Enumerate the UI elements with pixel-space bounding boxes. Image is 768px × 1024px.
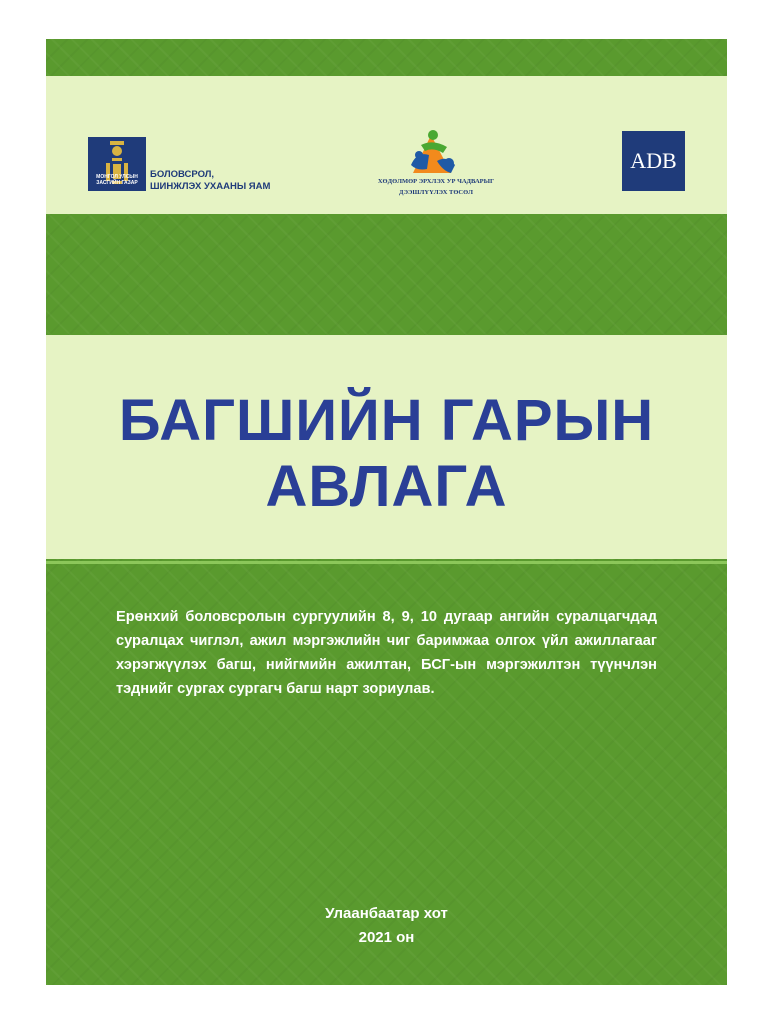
ministry-line-2: ШИНЖЛЭХ УХААНЫ ЯАМ	[150, 181, 271, 192]
description-text: Ерөнхий боловсролын сургуулийн 8, 9, 10 дугаар ангийн суралцагчдад суралцах чиглэл, ажил мэргэжлийн чиг баримжаа олгох үйл ажиллагааг хэрэгжүүлэх багш, нийгмийн ажилтан, БСГ-ын мэргэжилтэн түүнчлэн тэднийг сургах сургагч багш нарт зориулав.	[116, 609, 657, 697]
title-divider	[46, 553, 727, 559]
title-line-2: АВЛАГА	[265, 454, 508, 519]
project-logo-icon	[407, 125, 461, 177]
title-divider-accent	[46, 561, 727, 564]
logo-band	[46, 76, 727, 214]
ministry-name	[150, 169, 270, 193]
project-caption	[346, 176, 526, 198]
adb-logo: ADB	[622, 131, 685, 191]
project-line-2: ДЭЭШЛҮҮЛЭХ ТӨСӨЛ	[398, 189, 474, 196]
publication-year: 2021 он	[358, 929, 415, 946]
book-cover	[46, 39, 727, 985]
title-band	[46, 335, 727, 553]
project-line-1: ХӨДӨЛМӨР ЭРХЛЭХ УР ЧАДВАРЫГ	[377, 178, 495, 185]
ministry-line-1: БОЛОВСРОЛ,	[150, 169, 215, 180]
title-line-1: БАГШИЙН ГАРЫН	[118, 388, 655, 453]
government-caption: МОНГОЛ УЛСЫН ЗАСГИЙН ГАЗАР	[96, 174, 138, 186]
publication-city: Улаанбаатар хот	[325, 905, 448, 922]
